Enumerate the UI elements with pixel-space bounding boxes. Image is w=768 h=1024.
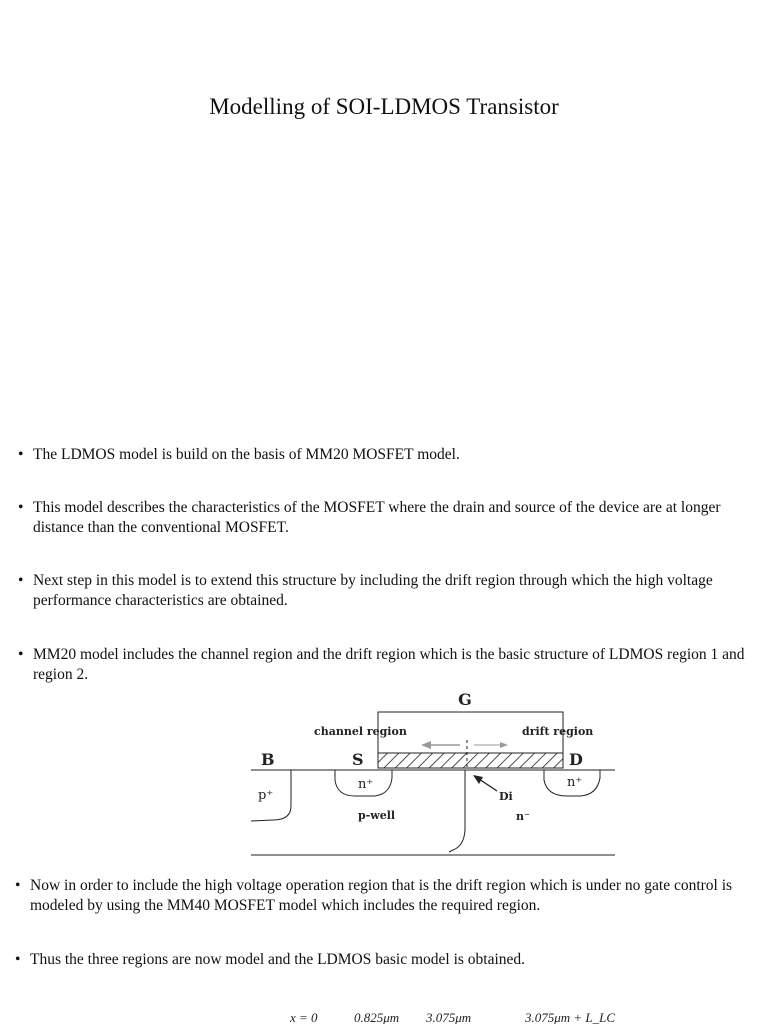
source-n-plus-label: n⁺ bbox=[358, 777, 374, 792]
bullet-item bbox=[18, 571, 758, 611]
bullet-marker: • bbox=[15, 877, 21, 894]
bullet-marker: • bbox=[18, 572, 24, 589]
drain-n-plus-label: n⁺ bbox=[567, 775, 583, 790]
bullet-item bbox=[18, 645, 758, 685]
bullet-text: Now in order to include the high voltage operation region that is the drift region which is under no gate control is modeled by using the MM40 MOSFET model which includes the required region. bbox=[30, 877, 733, 914]
bullet-text: The LDMOS model is build on the basis of MM20 MOSFET model. bbox=[33, 446, 460, 463]
bullet-item bbox=[15, 876, 760, 916]
position-label: 3.075μm + L_LC bbox=[525, 1010, 616, 1024]
bullet-item bbox=[15, 950, 760, 970]
position-label: 3.075μm bbox=[426, 1010, 472, 1024]
ldmos-structure-diagram bbox=[245, 680, 625, 862]
bullet-marker: • bbox=[18, 646, 24, 663]
position-label: 0.825μm bbox=[354, 1010, 400, 1024]
bullet-item bbox=[18, 445, 758, 465]
bulk-label: B bbox=[261, 750, 275, 769]
drain-label: D bbox=[569, 750, 583, 769]
p-well-label: p-well bbox=[358, 809, 396, 822]
p-well-boundary bbox=[449, 770, 465, 852]
bullet-item bbox=[18, 498, 758, 538]
n-minus-label: n⁻ bbox=[516, 810, 530, 823]
di-label: Di bbox=[499, 790, 513, 803]
gate-oxide bbox=[378, 753, 563, 768]
position-equation-row bbox=[0, 1010, 768, 1024]
position-label: x = 0 bbox=[290, 1010, 318, 1024]
bullet-marker: • bbox=[18, 499, 24, 516]
source-label: S bbox=[352, 750, 364, 769]
bullet-text: MM20 model includes the channel region and the drift region which is the basic structure of LDMOS region 1 and region 2. bbox=[33, 646, 745, 683]
p-plus-label: p⁺ bbox=[258, 788, 274, 803]
channel-region-label: channel region bbox=[314, 725, 407, 738]
drift-region-label: drift region bbox=[522, 725, 594, 738]
gate-label: G bbox=[458, 690, 472, 709]
bullet-text: Next step in this model is to extend this structure by including the drift region through which the high voltage performance characteristics are obtained. bbox=[33, 572, 713, 609]
bullet-marker: • bbox=[15, 951, 21, 968]
bullet-marker: • bbox=[18, 446, 24, 463]
bullet-text: Thus the three regions are now model and the LDMOS basic model is obtained. bbox=[30, 951, 526, 968]
page-title: Modelling of SOI-LDMOS Transistor bbox=[209, 94, 559, 119]
bullet-text: This model describes the characteristics of the MOSFET where the drain and source of the device are at longer distance than the conventional MOSFET. bbox=[33, 499, 721, 536]
